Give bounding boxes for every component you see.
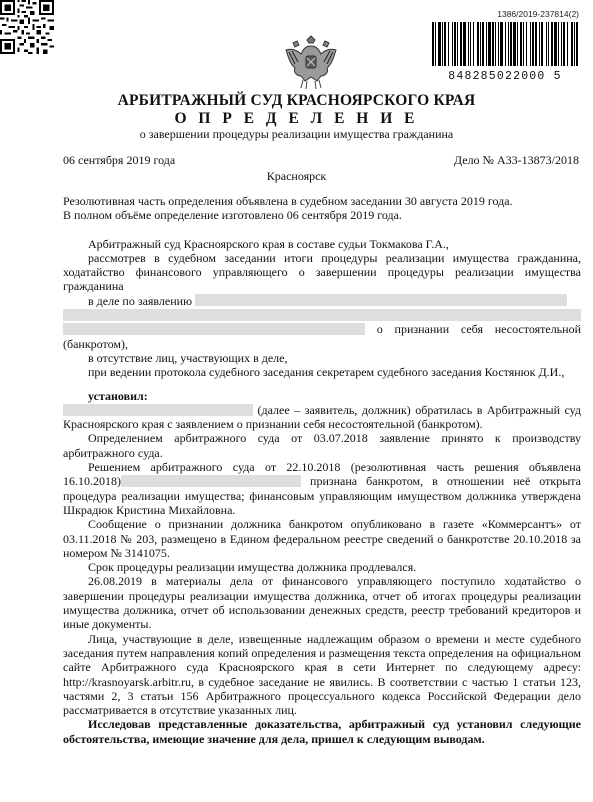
paragraph-decision — [63, 460, 581, 517]
applicant-label: в деле по заявлению — [88, 293, 193, 308]
redacted-block — [63, 323, 365, 335]
document-body — [63, 194, 581, 746]
qr-code — [0, 0, 54, 54]
paragraph-extension: Срок процедуры реализации имущества должника продлевался. — [88, 560, 417, 575]
document-subtitle: о завершении процедуры реализации имущества гражданина — [139, 127, 454, 141]
redacted-block — [121, 475, 301, 487]
paragraph-announcement: Резолютивная часть определения объявлена в судебном заседании 30 августа 2019 года. — [63, 194, 513, 208]
paragraph-absence: в отсутствие лиц, участвующих в деле, — [88, 350, 288, 365]
redacted-block — [63, 309, 581, 321]
city: Красноярск — [266, 169, 327, 183]
court-name: АРБИТРАЖНЫЙ СУД КРАСНОЯРСКОГО КРАЯ — [117, 92, 476, 109]
paragraph-notice: Лица, участвующие в деле, извещенные надлежащим образом о времени и месте судебного заседания путем направления копий определения и размещения текста определения на официальном сайте Арбитражного суда Красноярского края в сети Интернет по следующему адресу: http://krasnoyarsk.arbitr.ru, в судебное заседание не явились. В соответствии с частью 1 статьи 123, частями 2, 3 статьи 156 Арбитражного процессуального кодекса Российской Федерации дело рассматривается в отсутствие указанных лиц. — [63, 631, 581, 718]
paragraph-accepted: Определением арбитражного суда от 03.07.2018 заявление принято к производству арбитражного суда. — [63, 431, 581, 460]
paragraph-motion: 26.08.2019 в материалы дела от финансового управляющего поступило ходатайство о завершении процедуры реализации имущества должника, отчет об итогах процедуры реализации имущества должника, отчет об использовании денежных средств, реестр требований кредиторов и иные документы. — [63, 574, 581, 632]
paragraph-court-composition: Арбитражный суд Красноярского края в составе судьи Токмакова Г.А., — [88, 236, 449, 251]
barcode-number: 848285022000 5 — [448, 70, 562, 83]
decision-text-b: признана банкротом, в отношении неё открыта процедура реализации имущества; финансовым управляющим имуществом должника утверждена Шкрадюк Кристина Михайловна. — [63, 474, 581, 517]
decision-text-a: Решением арбитражного суда от 22.10.2018 (резолютивная часть решения объявлена 16.10.2018) — [63, 460, 581, 489]
paragraph-full-text-date: В полном объёме определение изготовлено 06 сентября 2019 года. — [63, 208, 402, 223]
coat-of-arms-emblem — [283, 34, 339, 92]
paragraph-considered: рассмотрев в судебном заседании итоги процедуры реализации имущества гражданина, ходатайство финансового управляющего о завершении процедуры реализации имущества гражданина — [63, 250, 581, 294]
paragraph-redacted-line — [63, 308, 581, 322]
paragraph-insolvency — [63, 322, 581, 351]
document-date: 06 сентября 2019 года — [63, 153, 176, 167]
paragraph-conclusion: Исследовав представленные доказательства, арбитражный суд установил следующие обстоятельства, имеющие значение для дела, пришел к следующим выводам. — [63, 717, 581, 746]
paragraph-secretary: при ведении протокола судебного заседания секретарем судебного заседания Костянюк Д.И., — [88, 365, 565, 380]
heading-established: установил: — [88, 388, 148, 403]
document-id: 1386/2019-237814(2) — [497, 9, 579, 19]
redacted-block — [195, 294, 567, 306]
barcode — [430, 22, 580, 83]
debtor-application-text: (далее – заявитель, должник) обратилась в Арбитражный суд Красноярского края с заявлением о признании себя несостоятельной (банкротом). — [63, 402, 582, 432]
case-number: Дело № А33-13873/2018 — [453, 153, 579, 167]
document-type: О П Р Е Д Е Л Е Н И Е — [174, 110, 419, 127]
paragraph-applicant — [63, 294, 581, 308]
paragraph-debtor-application — [63, 403, 581, 432]
barcode-bars — [430, 22, 580, 66]
redacted-block — [63, 404, 253, 416]
insolvency-text: о признании себя несостоятельной (банкротом), — [63, 322, 581, 351]
paragraph-publication: Сообщение о признании должника банкротом опубликовано в газете «Коммерсантъ» от 03.11.2018 № 203, размещено в Едином федеральном реестре сведений о банкротстве 20.10.2018 за номером № 3141075. — [63, 517, 581, 560]
